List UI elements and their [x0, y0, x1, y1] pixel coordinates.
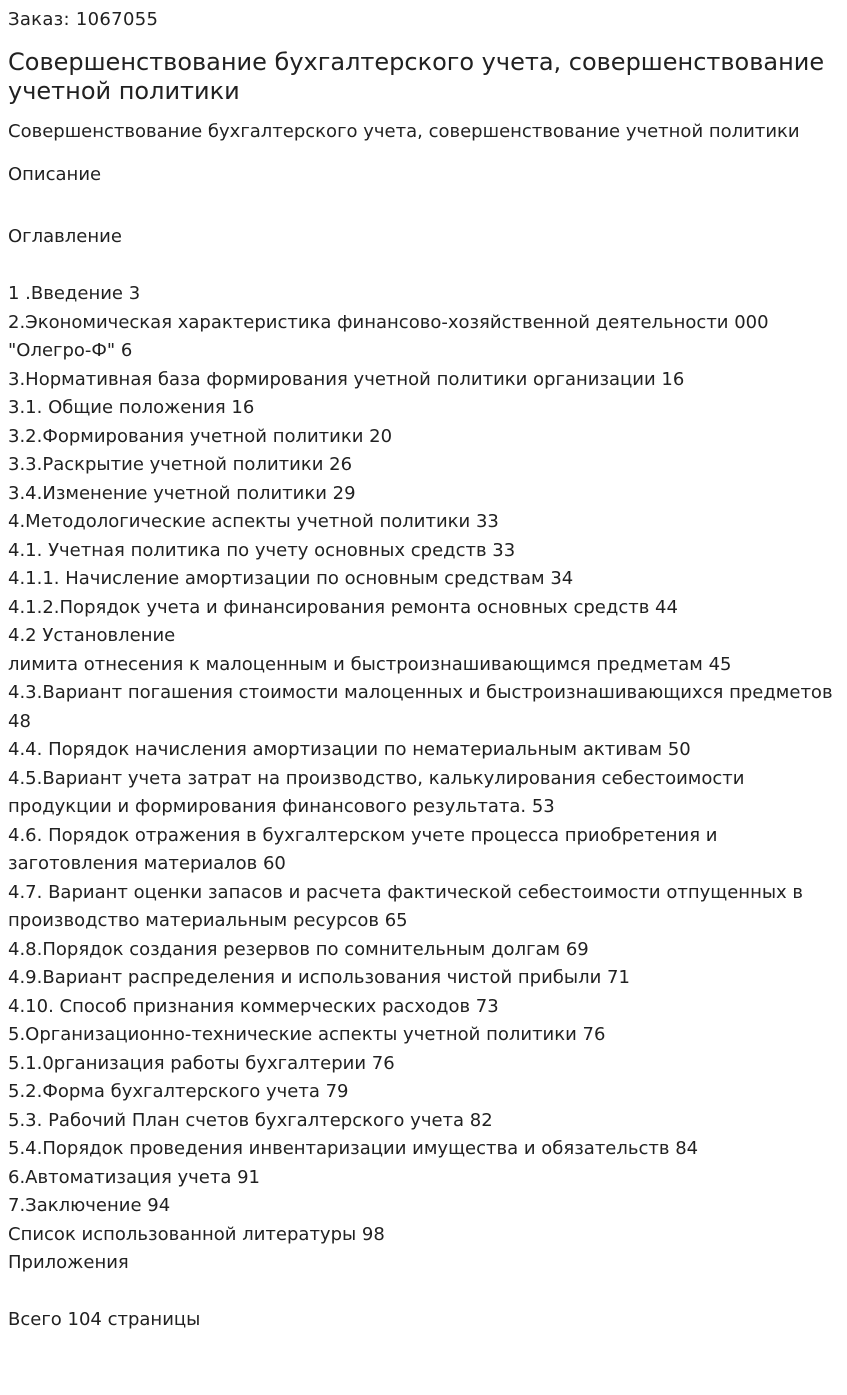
page-subtitle: Совершенствование бухгалтерского учета, совершенствование учетной политики	[8, 121, 800, 142]
toc-entry: 4.10. Способ признания коммерческих расходов 73	[8, 995, 499, 1017]
order-number: Заказ: 1067055	[8, 9, 159, 30]
toc-heading: Оглавление	[8, 226, 122, 247]
toc-entry: 5.2.Форма бухгалтерского учета 79	[8, 1081, 349, 1102]
toc-entry: 3.Нормативная база формирования учетной политики организации 16	[8, 368, 685, 390]
toc-entry: 1 .Введение 3	[8, 283, 141, 304]
toc-entry: 4.Методологические аспекты учетной политики 33	[8, 511, 499, 532]
toc-entry: 4.5.Вариант учета затрат на производство, калькулирования себестоимости продукции и формирования финансового результата. 53	[8, 767, 745, 817]
toc-entry: 3.2.Формирования учетной политики 20	[8, 425, 393, 447]
toc-entry: 3.4.Изменение учетной политики 29	[8, 482, 356, 504]
toc-entry: Список использованной литературы 98	[8, 1223, 385, 1245]
total-pages: Всего 104 страницы	[8, 1308, 201, 1330]
toc-entry: Приложения	[8, 1252, 129, 1273]
toc-entry: 5.1.0рганизация работы бухгалтерии 76	[8, 1052, 395, 1074]
toc-entry: 4.8.Порядок создания резервов по сомнительным долгам 69	[8, 938, 589, 960]
toc-entry: 4.1. Учетная политика по учету основных средств 33	[8, 539, 516, 561]
toc-entry: лимита отнесения к малоценным и быстроизнашивающимся предметам 45	[8, 653, 732, 675]
toc-entry: 4.3.Вариант погашения стоимости малоценных и быстроизнашивающихся предметов 48	[8, 682, 833, 732]
toc-entry: 5.3. Рабочий План счетов бухгалтерского учета 82	[8, 1109, 493, 1131]
toc-entry: 4.2 Установление	[8, 625, 176, 646]
toc-entry: 5.Организационно-технические аспекты учетной политики 76	[8, 1024, 606, 1045]
toc-entry: 4.4. Порядок начисления амортизации по нематериальным активам 50	[8, 739, 691, 760]
toc-entry: 4.6. Порядок отражения в бухгалтерском учете процесса приобретения и заготовления материалов 60	[8, 824, 718, 874]
toc-entry: 7.Заключение 94	[8, 1195, 171, 1216]
toc-entry: 4.9.Вариант распределения и использования чистой прибыли 71	[8, 967, 630, 988]
description-label: Описание	[8, 164, 102, 185]
toc-entry: 3.3.Раскрытие учетной политики 26	[8, 454, 353, 475]
toc-entry: 4.7. Вариант оценки запасов и расчета фактической себестоимости отпущенных в производство материальным ресурсов 65	[8, 881, 804, 931]
toc-entry: 4.1.1. Начисление амортизации по основным средствам 34	[8, 568, 574, 589]
toc-entry: 5.4.Порядок проведения инвентаризации имущества и обязательств 84	[8, 1138, 699, 1159]
page-title: Совершенствование бухгалтерского учета, совершенствование учетной политики	[8, 48, 825, 105]
table-of-contents	[8, 280, 839, 1278]
toc-entry: 2.Экономическая характеристика финансово-хозяйственной деятельности 000 "Олегро-Ф" 6	[8, 311, 769, 361]
toc-entry: 3.1. Общие положения 16	[8, 397, 255, 418]
toc-entry: 4.1.2.Порядок учета и финансирования ремонта основных средств 44	[8, 596, 678, 618]
toc-entry: 6.Автоматизация учета 91	[8, 1166, 260, 1188]
